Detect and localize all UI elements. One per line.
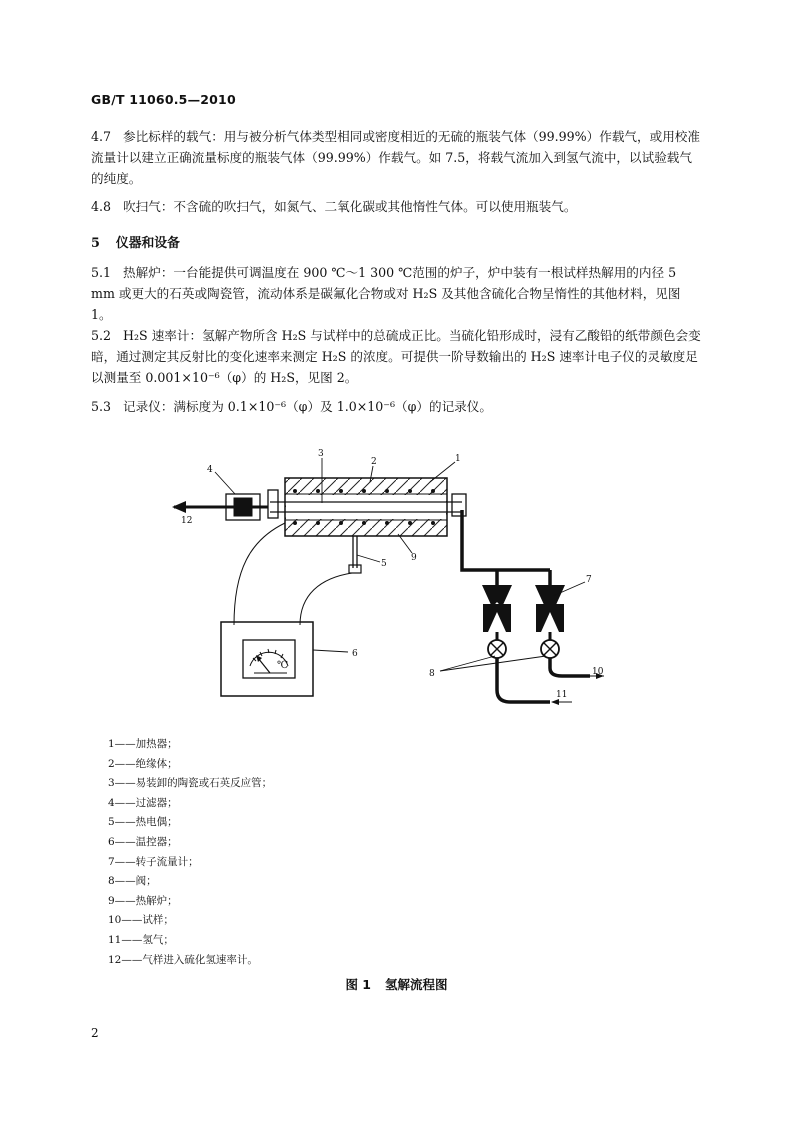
- temperature-controller: [221, 622, 313, 696]
- callout-7: 7: [586, 575, 592, 585]
- legend-item: 3——易装卸的陶瓷或石英反应管；: [108, 777, 273, 790]
- page-number: 2: [91, 1026, 99, 1040]
- clause-text: 记录仪：满标度为 0.1×10⁻⁶（φ）及 1.0×10⁻⁶（φ）的记录仪。: [123, 399, 492, 414]
- clause-text: 吹扫气：不含硫的吹扫气，如氮气、二氧化碳或其他惰性气体。可以使用瓶装气。: [123, 199, 577, 214]
- clause-number: 5.3: [91, 399, 112, 414]
- figure-number: 图 1: [345, 977, 372, 992]
- legend-item: 12——气样进入硫化氢速率计。: [108, 953, 258, 966]
- section-5-heading: [91, 232, 180, 251]
- callout-3: 3: [318, 449, 324, 459]
- gauge-unit: ℃: [277, 660, 289, 671]
- callout-2: 2: [371, 457, 377, 467]
- valve-left: [488, 632, 506, 658]
- section-number: 5: [91, 236, 100, 251]
- clause-text: 热解炉：一台能提供可调温度在 900 ℃～1 300 ℃范围的炉子，炉中装有一根试样热解用的内径 5 mm 或更大的石英或陶瓷管，流动体系是碳氟化合物或对 H₂S 及其他含硫化合物呈惰性的其他材料，见图 1。: [91, 265, 681, 322]
- callout-10: 10: [592, 667, 604, 677]
- hydrogenolysis-flow-diagram: [165, 445, 615, 715]
- callout-8: 8: [429, 669, 435, 679]
- clause-5-3: [91, 396, 703, 417]
- callout-6: 6: [352, 649, 358, 659]
- callout-11: 11: [556, 690, 568, 700]
- callout-9: 9: [411, 553, 417, 563]
- clause-text: H₂S 速率计：氢解产物所含 H₂S 与试样中的总硫成正比。当硫化铅形成时，浸有乙酸铅的纸带颜色会变暗，通过测定其反射比的变化速率来测定 H₂S 的浓度。可提供一阶导数输出的 H₂S 速率计电子仪的灵敏度足以测量至 0.001×10⁻⁶（φ）的 H₂S，见图 2。: [91, 328, 701, 385]
- legend-item: 1——加热器；: [108, 738, 178, 750]
- valve-right: [541, 632, 559, 658]
- figure-legend: [108, 735, 272, 970]
- clause-number: 5.2: [91, 328, 112, 343]
- legend-item: 11——氢气；: [108, 933, 174, 946]
- section-title: 仪器和设备: [115, 236, 180, 251]
- gas-line: [462, 510, 550, 585]
- figure-caption: [0, 975, 793, 993]
- legend-item: 10——试样；: [108, 914, 174, 927]
- callout-4: 4: [207, 465, 213, 475]
- legend-item: 4——过滤器；: [108, 796, 178, 809]
- callout-5: 5: [381, 559, 387, 569]
- clause-number: 4.8: [91, 199, 112, 214]
- legend-item: 2——绝缘体；: [108, 757, 178, 770]
- clause-5-1: [91, 262, 703, 325]
- legend-item: 9——热解炉；: [108, 894, 178, 907]
- clause-number: 5.1: [91, 265, 112, 280]
- legend-item: 6——温控器；: [108, 835, 178, 848]
- clause-5-2: [91, 325, 703, 388]
- clause-4-7: [91, 126, 703, 189]
- outlet-arrow: [172, 501, 226, 513]
- clause-number: 4.7: [91, 129, 112, 144]
- legend-item: 8——阀；: [108, 875, 157, 888]
- callout-12: 12: [181, 516, 193, 526]
- thermocouple: [349, 536, 361, 573]
- legend-item: 7——转子流量计；: [108, 855, 199, 868]
- callout-1: 1: [455, 454, 461, 464]
- figure-title: 氢解流程图: [385, 977, 448, 992]
- rotameter-left: [482, 585, 512, 632]
- clause-text: 参比标样的载气：用与被分析气体类型相同或密度相近的无硫的瓶装气体（99.99%）作载气，或用校准流量计以建立正确流量标度的瓶装气体（99.99%）作载气。如 7.5，将载气流加入到氢气流中，以试验载气的纯度。: [91, 129, 700, 186]
- pyrolysis-furnace: [285, 478, 447, 536]
- standard-number-header: GB/T 11060.5—2010: [91, 92, 236, 107]
- clause-4-8: [91, 196, 703, 217]
- rotameter-right: [535, 585, 565, 632]
- legend-item: 5——热电偶；: [108, 816, 178, 829]
